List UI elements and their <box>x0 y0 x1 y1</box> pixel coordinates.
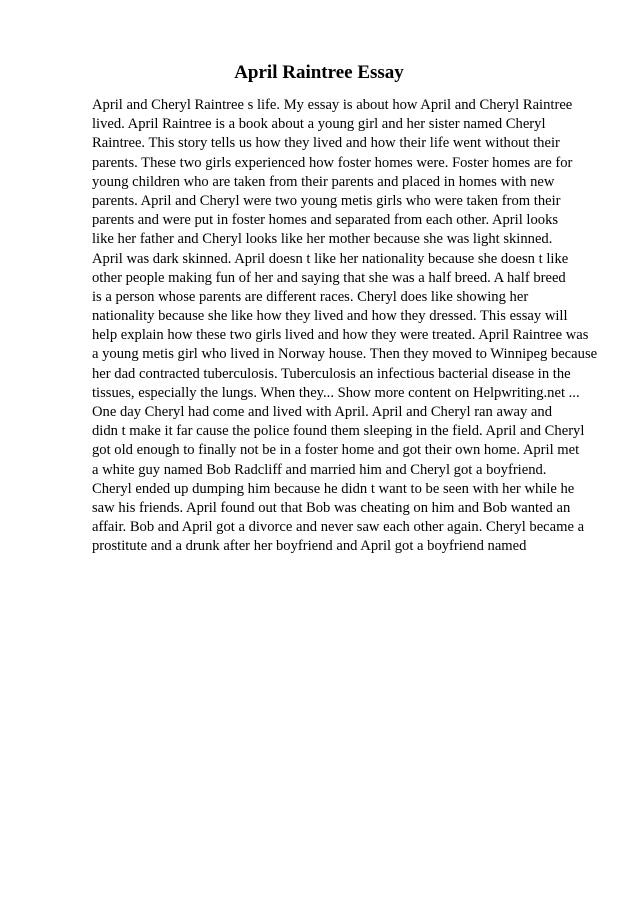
essay-line: parents and were put in foster homes and separated from each other. April looks <box>92 212 559 229</box>
essay-line: One day Cheryl had come and lived with April. April and Cheryl ran away and <box>92 404 552 420</box>
essay-line: young children who are taken from their parents and placed in homes with new <box>92 173 555 190</box>
essay-line: is a person whose parents are different races. Cheryl does like showing her <box>92 288 529 305</box>
essay-line: Cheryl ended up dumping him because he didn t want to be seen with her while he <box>92 480 575 497</box>
essay-line: help explain how these two girls lived and how they were treated. April Raintree was <box>92 327 589 344</box>
essay-line: prostitute and a drunk after her boyfriend and April got a boyfriend named <box>92 538 527 555</box>
essay-line: her dad contracted tuberculosis. Tuberculosis an infectious bacterial disease in the <box>92 365 571 382</box>
essay-title: April Raintree Essay <box>234 62 404 83</box>
essay-line: nationality because she like how they lived and how they dressed. This essay will <box>92 308 568 325</box>
essay-line: lived. April Raintree is a book about a young girl and her sister named Cheryl <box>92 116 546 133</box>
essay-line: like her father and Cheryl looks like her mother because she was light skinned. <box>92 231 553 248</box>
essay-line: affair. Bob and April got a divorce and never saw each other again. Cheryl became a <box>92 519 585 536</box>
essay-line: other people making fun of her and saying that she was a half breed. A half breed <box>92 269 566 286</box>
essay-line: tissues, especially the lungs. When they... Show more content on Helpwriting.net ... <box>92 384 580 401</box>
essay-line: Raintree. This story tells us how they lived and how their life went without their <box>92 135 560 152</box>
essay-line: April was dark skinned. April doesn t like her nationality because she doesn t like <box>92 250 569 267</box>
essay-line: didn t make it far cause the police found them sleeping in the field. April and Cheryl <box>92 423 585 440</box>
essay-line: April and Cheryl Raintree s life. My essay is about how April and Cheryl Raintree <box>92 97 573 113</box>
essay-line: parents. These two girls experienced how foster homes were. Foster homes are for <box>92 154 573 171</box>
essay-line: saw his friends. April found out that Bob was cheating on him and Bob wanted an <box>92 499 571 516</box>
essay-line: got old enough to finally not be in a foster home and got their own home. April met <box>92 442 580 459</box>
essay-body <box>92 96 612 557</box>
essay-line: parents. April and Cheryl were two young metis girls who were taken from their <box>92 192 561 209</box>
essay-line: a white guy named Bob Radcliff and married him and Cheryl got a boyfriend. <box>92 461 547 478</box>
essay-line: a young metis girl who lived in Norway house. Then they moved to Winnipeg because <box>92 346 598 363</box>
